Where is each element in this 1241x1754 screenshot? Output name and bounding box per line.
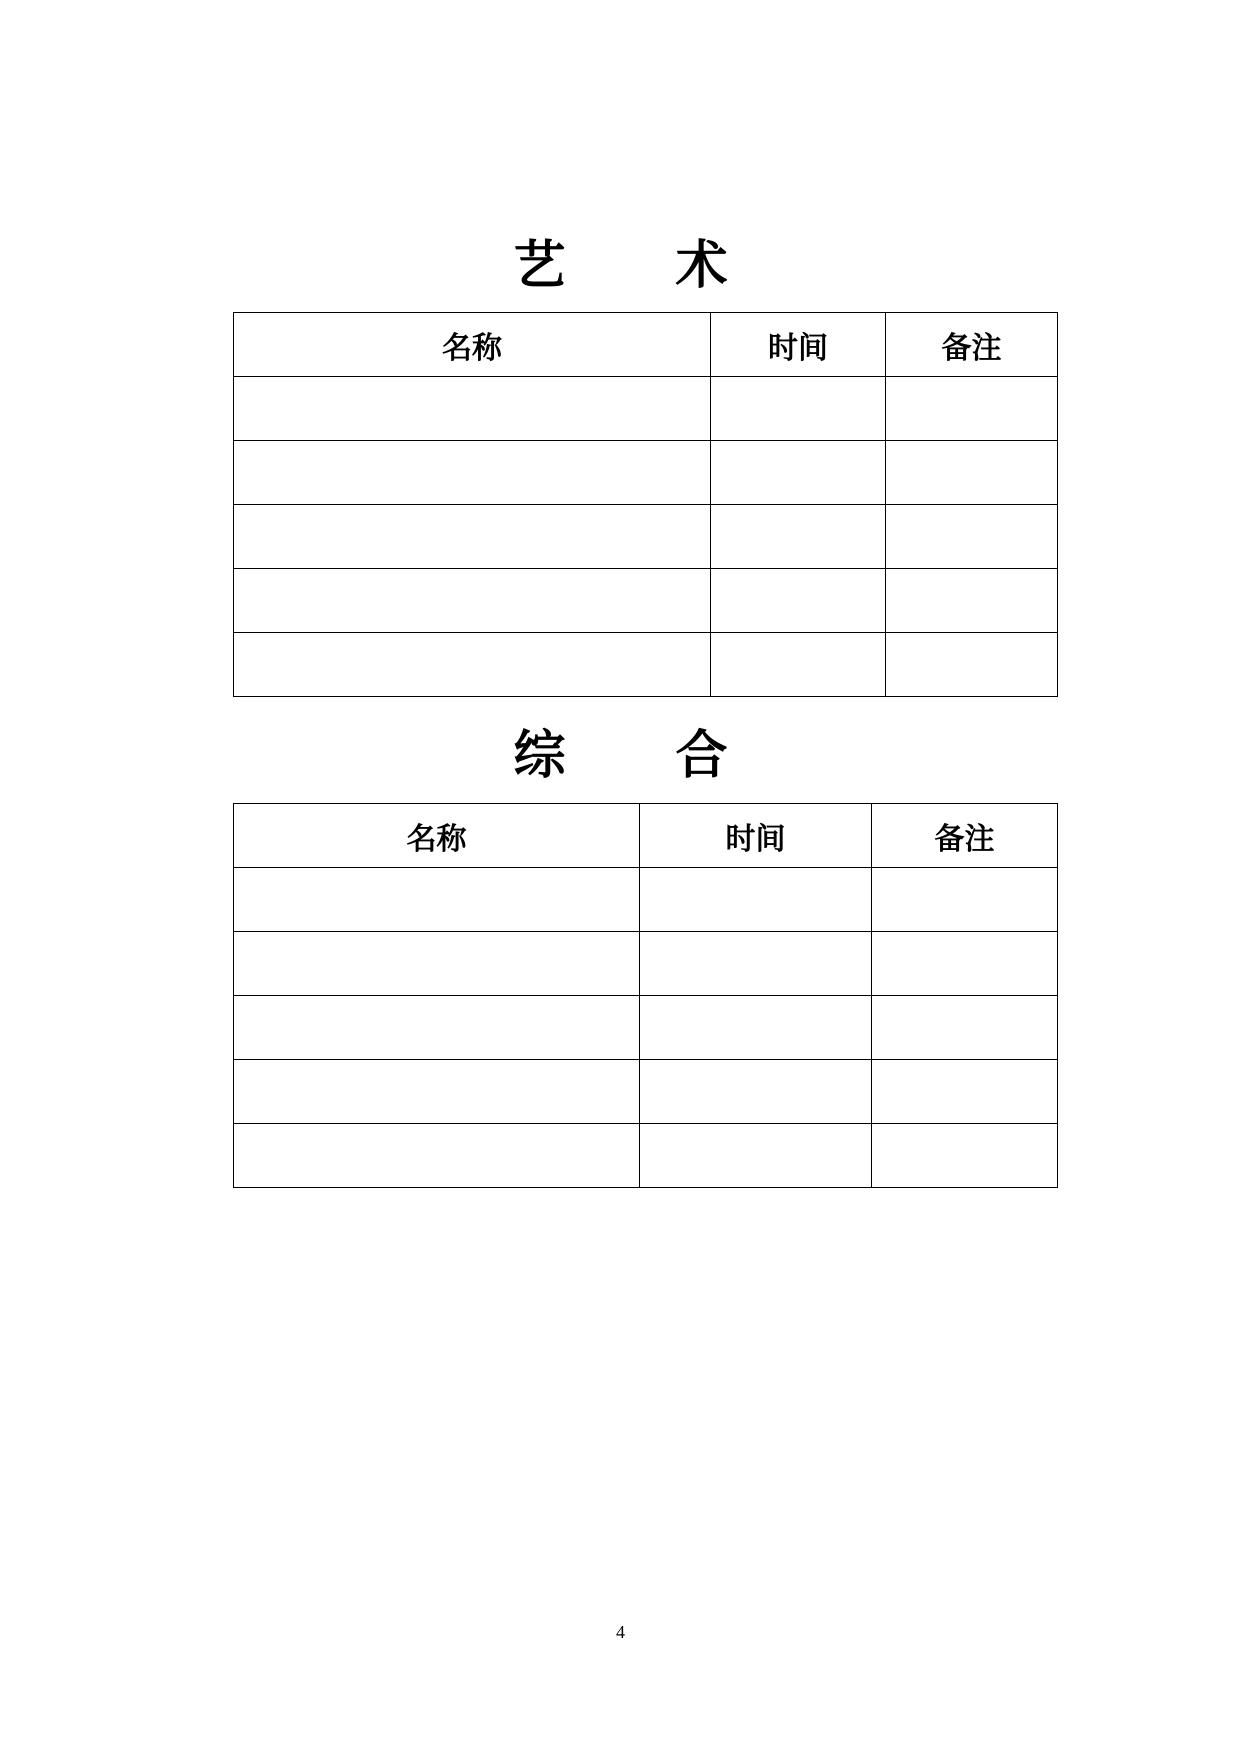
cell-time[interactable] (640, 932, 872, 996)
column-header-time: 时间 (640, 804, 872, 868)
section-title-general (0, 726, 1241, 786)
cell-remarks[interactable] (886, 441, 1058, 505)
cell-remarks[interactable] (886, 505, 1058, 569)
cell-remarks[interactable] (872, 996, 1058, 1060)
cell-time[interactable] (711, 633, 886, 697)
table-row (234, 377, 1058, 441)
column-header-remarks: 备注 (872, 804, 1058, 868)
cell-time[interactable] (711, 377, 886, 441)
table-row (234, 1124, 1058, 1188)
title-char: 合 (675, 725, 728, 786)
title-char: 术 (675, 235, 728, 296)
cell-time[interactable] (640, 996, 872, 1060)
page-number: 4 (616, 1622, 625, 1642)
cell-remarks[interactable] (872, 932, 1058, 996)
table-row (234, 441, 1058, 505)
cell-time[interactable] (640, 1060, 872, 1124)
column-header-remarks: 备注 (886, 313, 1058, 377)
cell-time[interactable] (640, 1124, 872, 1188)
cell-name[interactable] (234, 1124, 640, 1188)
table-row (234, 569, 1058, 633)
column-header-time: 时间 (711, 313, 886, 377)
table-row (234, 1060, 1058, 1124)
cell-remarks[interactable] (872, 1124, 1058, 1188)
cell-name[interactable] (234, 633, 711, 697)
table-header-row (234, 804, 1058, 868)
cell-name[interactable] (234, 1060, 640, 1124)
table-row (234, 505, 1058, 569)
cell-name[interactable] (234, 996, 640, 1060)
table-header-row (234, 313, 1058, 377)
cell-name[interactable] (234, 932, 640, 996)
cell-remarks[interactable] (872, 868, 1058, 932)
column-header-name: 名称 (234, 313, 711, 377)
column-header-name: 名称 (234, 804, 640, 868)
table-row (234, 633, 1058, 697)
table-row (234, 996, 1058, 1060)
art-record-table (233, 312, 1058, 697)
section-title-art (0, 236, 1241, 296)
cell-time[interactable] (640, 868, 872, 932)
general-record-table (233, 803, 1058, 1188)
cell-remarks[interactable] (886, 633, 1058, 697)
cell-remarks[interactable] (886, 377, 1058, 441)
table-row (234, 932, 1058, 996)
title-char: 艺 (513, 235, 566, 296)
cell-remarks[interactable] (886, 569, 1058, 633)
cell-time[interactable] (711, 441, 886, 505)
cell-time[interactable] (711, 505, 886, 569)
title-char: 综 (513, 725, 566, 786)
cell-name[interactable] (234, 377, 711, 441)
cell-name[interactable] (234, 505, 711, 569)
cell-name[interactable] (234, 569, 711, 633)
cell-name[interactable] (234, 441, 711, 505)
cell-time[interactable] (711, 569, 886, 633)
cell-name[interactable] (234, 868, 640, 932)
cell-remarks[interactable] (872, 1060, 1058, 1124)
table-row (234, 868, 1058, 932)
